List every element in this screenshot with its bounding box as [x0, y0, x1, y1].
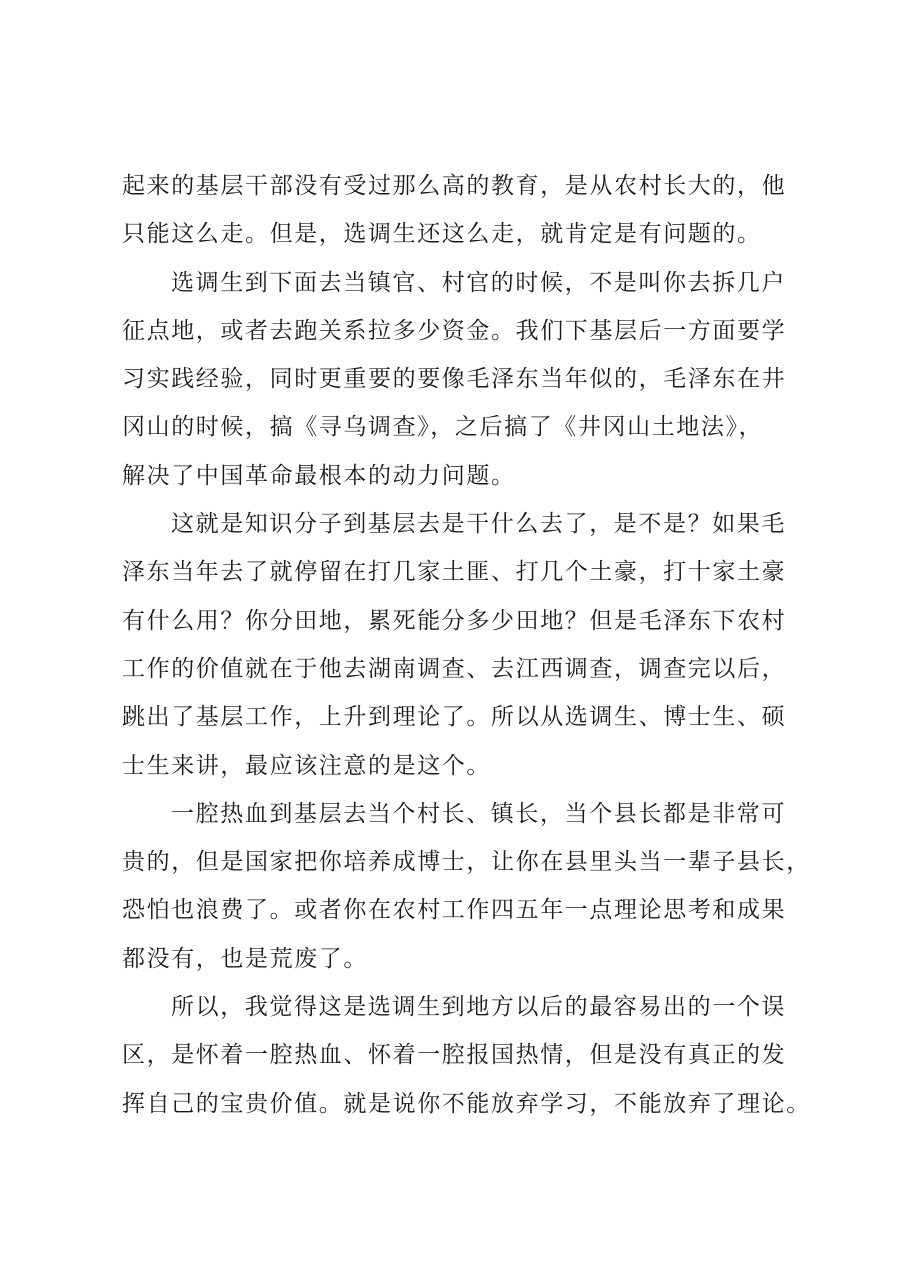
paragraph-first-line: 选调生到下面去当镇官、村官的时候，不是叫你去拆几户	[171, 269, 786, 296]
text-line: 征点地，或者去跑关系拉多少资金。我们下基层后一方面要学	[122, 317, 787, 344]
text-line: 有什么用？你分田地，累死能分多少田地？但是毛泽东下农村	[122, 607, 787, 634]
paragraph-first-line: 一腔热血到基层去当个村长、镇长，当个县长都是非常可	[171, 800, 786, 827]
text-line: 都没有，也是荒废了。	[122, 945, 368, 972]
text-line: 挥自己的宝贵价值。就是说你不能放弃学习，不能放弃了理论。	[122, 1090, 811, 1117]
text-line: 只能这么走。但是，选调生还这么走，就肯定是有问题的。	[122, 221, 762, 248]
paragraph-first-line: 这就是知识分子到基层去是干什么去了，是不是？如果毛	[171, 511, 786, 538]
text-line: 解决了中国革命最根本的动力问题。	[122, 462, 516, 489]
body-text	[122, 162, 822, 1128]
text-line: 习实践经验，同时更重要的要像毛泽东当年似的，毛泽东在井	[122, 366, 787, 393]
text-line: 区，是怀着一腔热血、怀着一腔报国热情，但是没有真正的发	[122, 1042, 787, 1069]
text-line: 士生来讲，最应该注意的是这个。	[122, 752, 491, 779]
paragraph-first-line: 所以，我觉得这是选调生到地方以后的最容易出的一个误	[171, 994, 786, 1021]
text-line: 工作的价值就在于他去湖南调查、去江西调查，调查完以后，	[122, 655, 787, 682]
text-line: 起来的基层干部没有受过那么高的教育，是从农村长大的，他	[122, 173, 787, 199]
text-line: 贵的，但是国家把你培养成博士，让你在县里头当一辈子县长，	[122, 849, 811, 876]
text-line: 恐怕也浪费了。或者你在农村工作四五年一点理论思考和成果	[122, 897, 787, 924]
text-line: 泽东当年去了就停留在打几家土匪、打几个土豪，打十家土豪	[122, 559, 787, 586]
text-line: 跳出了基层工作，上升到理论了。所以从选调生、博士生、硕	[122, 704, 787, 731]
text-line: 冈山的时候，搞《寻乌调查》，之后搞了《井冈山土地法》，	[122, 414, 764, 441]
